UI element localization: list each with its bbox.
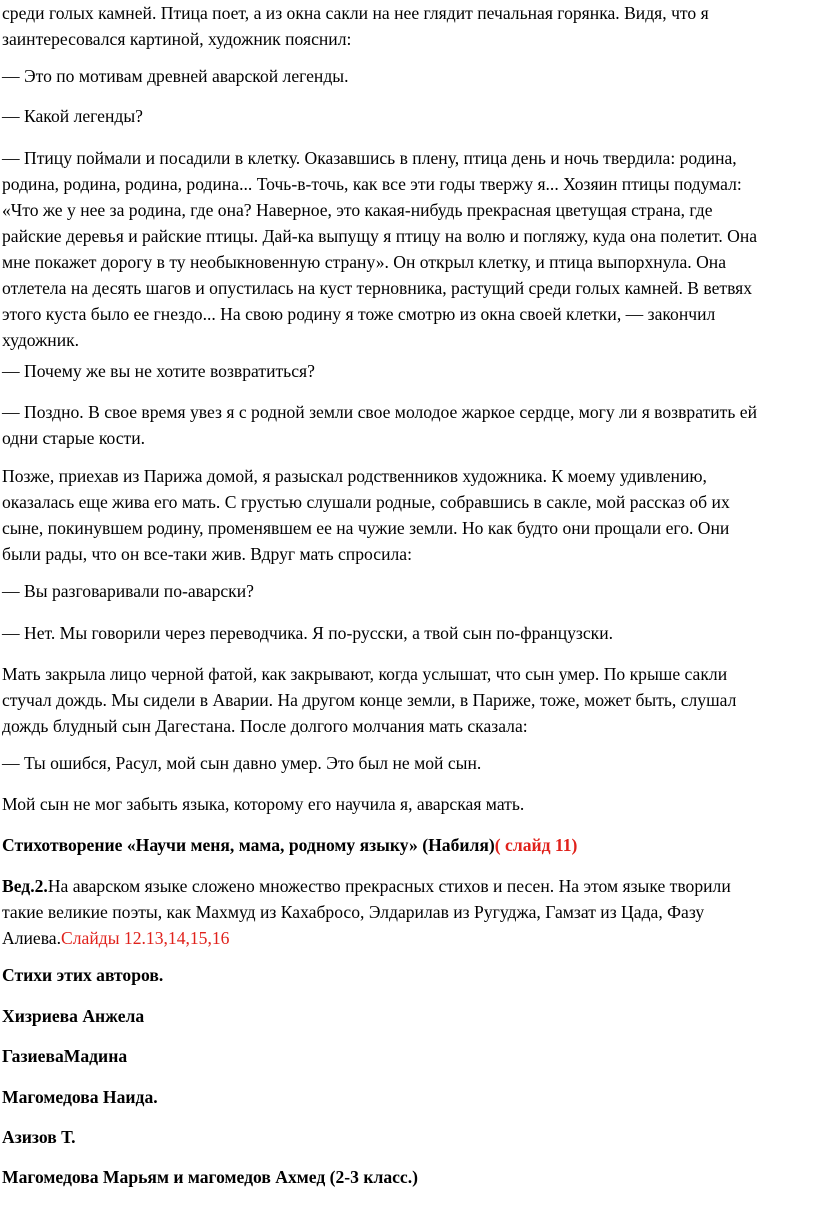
text-line: сыне, покинувшем родину, променявшем ее на чужие земли. Но как будто они прощали его. Они bbox=[2, 518, 730, 538]
paragraph-legend bbox=[2, 145, 757, 353]
text-line: одни старые кости. bbox=[2, 428, 146, 448]
paragraph-closing bbox=[2, 791, 524, 817]
ved-line-3: Алиева. bbox=[2, 928, 61, 948]
paragraph-dialogue-1 bbox=[2, 63, 349, 89]
paragraph-dialogue-6 bbox=[2, 620, 613, 646]
text-line: среди голых камней. Птица поет, а из окна сакли на нее глядит печальная горянка. Видя, что я bbox=[2, 3, 709, 23]
bold-line-text: Азизов Т. bbox=[2, 1127, 76, 1147]
bold-line-text: Магомедова Наида. bbox=[2, 1087, 158, 1107]
text-line: художник. bbox=[2, 330, 80, 350]
bold-line-name-3 bbox=[2, 1084, 158, 1110]
text-line: — Какой легенды? bbox=[2, 106, 143, 126]
text-line: стучал дождь. Мы сидели в Аварии. На другом конце земли, в Париже, тоже, может быть, слушал bbox=[2, 690, 737, 710]
text-line: — Это по мотивам древней аварской легенды. bbox=[2, 66, 349, 86]
bold-line-authors bbox=[2, 962, 163, 988]
text-line: Позже, приехав из Парижа домой, я разыскал родственников художника. К моему удивлению, bbox=[2, 466, 707, 486]
paragraph-return bbox=[2, 463, 730, 567]
bold-line-name-1 bbox=[2, 1003, 144, 1029]
text-line: этого куста было ее гнездо... На свою родину я тоже смотрю из окна своей клетки, — закончил bbox=[2, 304, 716, 324]
paragraph-dialogue-2 bbox=[2, 103, 143, 129]
ved-slides: Слайды 12.13,14,15,16 bbox=[61, 928, 230, 948]
paragraph-dialogue-5 bbox=[2, 578, 254, 604]
text-line: родина, родина, родина, родина... Точь-в-точь, как все эти годы твержу я... Хозяин птицы подумал: bbox=[2, 174, 742, 194]
text-line: — Вы разговаривали по-аварски? bbox=[2, 581, 254, 601]
bold-line-name-4 bbox=[2, 1124, 76, 1150]
poem-heading-text: Стихотворение «Научи меня, мама, родному языку» (Набиля) bbox=[2, 835, 495, 855]
text-line: заинтересовался картиной, художник пояснил: bbox=[2, 29, 352, 49]
ved-line-2: такие великие поэты, как Махмуд из Кахабросо, Элдарилав из Ругуджа, Гамзат из Цада, Фазу bbox=[2, 902, 705, 922]
text-line: оказалась еще жива его мать. С грустью слушали родные, собравшись в сакле, мой рассказ об их bbox=[2, 492, 730, 512]
paragraph-dialogue-3 bbox=[2, 358, 315, 384]
bold-line-text: Стихи этих авторов. bbox=[2, 965, 164, 985]
paragraph-dialogue-7 bbox=[2, 750, 481, 776]
ved-label: Вед.2. bbox=[2, 876, 48, 896]
ved-line-1: На аварском языке сложено множество прекрасных стихов и песен. На этом языке творили bbox=[47, 876, 731, 896]
bold-line-name-2 bbox=[2, 1043, 127, 1069]
bold-line-text: ГазиеваМадина bbox=[2, 1046, 128, 1066]
text-line: — Ты ошибся, Расул, мой сын давно умер. Это был не мой сын. bbox=[2, 753, 482, 773]
poem-heading-slide: ( слайд 11) bbox=[494, 835, 578, 855]
text-line: Мой сын не мог забыть языка, которому его научила я, аварская мать. bbox=[2, 794, 525, 814]
ved-paragraph bbox=[2, 873, 731, 951]
text-line: — Нет. Мы говорили через переводчика. Я по-русски, а твой сын по-французски. bbox=[2, 623, 614, 643]
text-line: — Поздно. В свое время увез я с родной земли свое молодое жаркое сердце, могу ли я возвратить ей bbox=[2, 402, 758, 422]
text-line: — Почему же вы не хотите возвратиться? bbox=[2, 361, 315, 381]
text-line: — Птицу поймали и посадили в клетку. Оказавшись в плену, птица день и ночь твердила: родина, bbox=[2, 148, 737, 168]
text-line: были рады, что он все-таки жив. Вдруг мать спросила: bbox=[2, 544, 412, 564]
text-line: мне покажет дорогу в ту необыкновенную страну». Он открыл клетку, и птица выпорхнула. Она bbox=[2, 252, 727, 272]
text-line: дождь блудный сын Дагестана. После долгого молчания мать сказала: bbox=[2, 716, 528, 736]
text-line bbox=[2, 925, 731, 951]
bold-line-name-5 bbox=[2, 1164, 418, 1190]
text-line: райские деревья и райские птицы. Дай-ка выпущу я птицу на волю и погляжу, куда она полетит. Она bbox=[2, 226, 758, 246]
paragraph-intro bbox=[2, 0, 709, 52]
text-line: Мать закрыла лицо черной фатой, как закрывают, когда услышат, что сын умер. По крыше сакли bbox=[2, 664, 728, 684]
bold-line-text: Хизриева Анжела bbox=[2, 1006, 145, 1026]
text-line: «Что же у нее за родина, где она? Наверное, это какая-нибудь прекрасная цветущая страна, где bbox=[2, 200, 713, 220]
text-line: отлетела на десять шагов и опустилась на куст терновника, растущий среди голых камней. В ветвях bbox=[2, 278, 753, 298]
bold-line-text: Магомедова Марьям и магомедов Ахмед (2-3 класс.) bbox=[2, 1167, 419, 1187]
paragraph-dialogue-4 bbox=[2, 399, 757, 451]
paragraph-mother bbox=[2, 661, 736, 739]
text-line bbox=[2, 873, 731, 899]
poem-heading bbox=[2, 832, 577, 858]
